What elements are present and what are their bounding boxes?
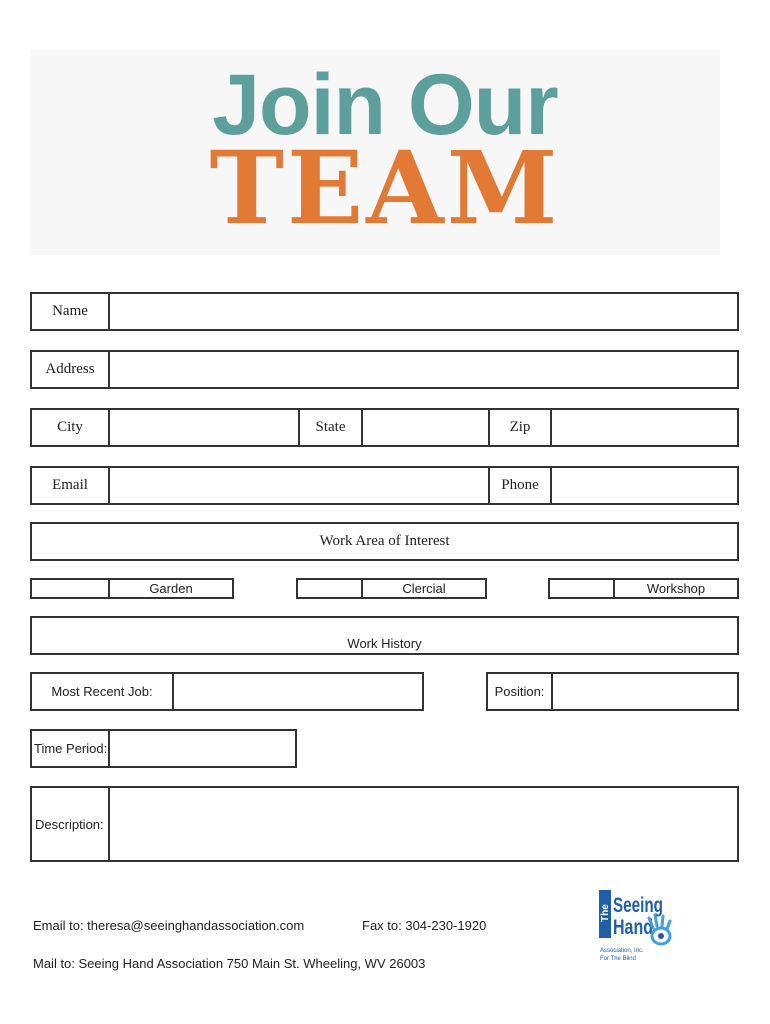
work-area-title: Work Area of Interest [319, 533, 450, 549]
email-phone-row [30, 466, 739, 505]
city-label: City [57, 419, 83, 435]
name-field[interactable] [108, 294, 737, 329]
mail-to-text: Mail to: Seeing Hand Association 750 Main St. Wheeling, WV 26003 [33, 956, 426, 971]
state-field[interactable] [361, 410, 488, 445]
work-area-header [30, 522, 739, 561]
name-label: Name [52, 303, 88, 319]
email-field[interactable] [108, 468, 488, 503]
time-period-row [30, 729, 297, 768]
city-field[interactable] [108, 410, 298, 445]
address-label: Address [45, 361, 95, 377]
city-state-zip-row [30, 408, 739, 447]
address-row [30, 350, 739, 389]
description-label: Description: [35, 816, 104, 832]
work-history-title: Work History [347, 636, 422, 651]
interest-clercial [296, 578, 487, 599]
clercial-label: Clercial [361, 580, 485, 597]
phone-label: Phone [488, 468, 550, 503]
time-period-field[interactable] [108, 731, 295, 766]
position-label: Position: [494, 684, 545, 699]
state-label: State [298, 410, 361, 445]
seeing-hand-logo [597, 888, 677, 968]
work-history-header [30, 616, 739, 655]
email-label: Email [52, 477, 88, 493]
garden-checkbox[interactable] [32, 580, 108, 597]
position-row [486, 672, 739, 711]
most-recent-job-label: Most Recent Job: [51, 684, 153, 699]
logo-hand-text: Hand [613, 916, 653, 939]
most-recent-job-field[interactable] [172, 674, 422, 709]
time-period-label: Time Period: [34, 741, 108, 756]
logo-seeing-text: Seeing [613, 894, 663, 917]
hero-title-team: TEAM [209, 129, 561, 247]
zip-label: Zip [488, 410, 550, 445]
description-row [30, 786, 739, 862]
email-to-text: Email to: theresa@seeinghandassociation.com [33, 918, 305, 933]
address-field[interactable] [108, 352, 737, 387]
most-recent-job-row [30, 672, 424, 711]
interest-workshop [548, 578, 739, 599]
logo-association-text: Association, Inc. [600, 948, 644, 954]
logo-the-text: The [600, 904, 611, 922]
logo-for-the-blind-text: For The Blind [600, 956, 636, 962]
garden-label: Garden [108, 580, 232, 597]
phone-field[interactable] [550, 468, 737, 503]
workshop-checkbox[interactable] [550, 580, 613, 597]
name-row [30, 292, 739, 331]
clercial-checkbox[interactable] [298, 580, 361, 597]
interest-garden [30, 578, 234, 599]
hero-title-join-our: Join Our [212, 57, 558, 153]
zip-field[interactable] [550, 410, 737, 445]
logo-graphic [597, 888, 677, 968]
fax-to-text: Fax to: 304-230-1920 [362, 918, 487, 933]
workshop-label: Workshop [613, 580, 737, 597]
description-field[interactable] [108, 788, 737, 860]
position-field[interactable] [551, 674, 737, 709]
